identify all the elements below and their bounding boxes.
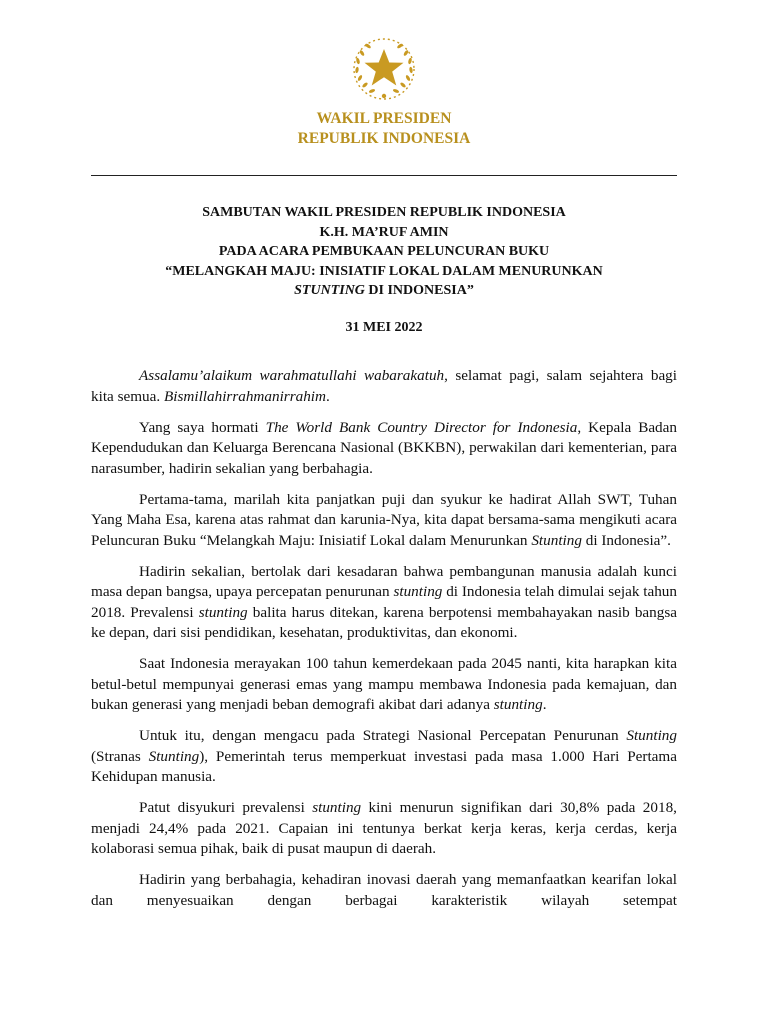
header-divider (91, 175, 677, 176)
text-span: Hadirin yang berbahagia, kehadiran inovasi daerah yang memanfaatkan kearifan lokal dan menyesuaikan dengan berbagai karakteristik wilayah setempat (91, 871, 677, 909)
paragraph-golden-generation (91, 654, 677, 716)
emblem-graphic (349, 34, 419, 104)
heading-line-1: SAMBUTAN WAKIL PRESIDEN REPUBLIK INDONESIA (202, 205, 566, 220)
speech-date: 31 MEI 2022 (345, 320, 423, 335)
heading-line-4: “MELANGKAH MAJU: INISIATIF LOKAL DALAM MENURUNKAN (165, 263, 603, 279)
stunting-italic: stunting (393, 583, 443, 600)
star-wreath-emblem-icon (349, 34, 419, 104)
paragraph-national-strategy (91, 726, 677, 788)
text-span: . (326, 387, 330, 405)
heading-line-5-rest: DI INDONESIA” (364, 283, 474, 298)
stunting-italic: stunting (198, 603, 248, 621)
world-bank-italic: The World Bank Country Director for Indonesia (265, 418, 578, 436)
stunting-italic: Stunting (626, 727, 677, 744)
text-span: Hadirin sekalian, bertolak dari kesadaran bahwa pembangunan manusia adalah kunci masa depan bangsa, upaya percepatan penurunan (91, 562, 677, 600)
office-title-line2: REPUBLIK INDONESIA (297, 130, 471, 147)
greeting-italic: Assalamu’alaikum warahmatullahi wabarakatuh (139, 367, 445, 384)
paragraph-human-development (91, 562, 677, 644)
paragraph-gratitude (91, 490, 677, 552)
text-span: di Indonesia telah dimulai sejak tahun 2018. Prevalensi (91, 583, 677, 621)
text-span: , selamat pagi, salam sejahtera bagi kita semua. (91, 367, 677, 405)
stunting-italic: stunting (493, 696, 543, 713)
text-span: Pertama-tama, marilah kita panjatkan puji dan syukur ke hadirat Allah SWT, Tuhan Yang Maha Esa, karena atas rahmat dan karunia-Nya, kita dapat bersama-sama mengikuti acara Peluncuran Buku “Melangkah Maju: Inisiatif Lokal dalam Menurunkan (91, 490, 677, 549)
text-span: Yang saya hormati (139, 418, 266, 436)
heading-line-2: K.H. MA’RUF AMIN (319, 224, 449, 240)
office-title-line1: WAKIL PRESIDEN (316, 110, 452, 127)
text-span: di Indonesia”. (581, 531, 671, 549)
text-span: balita harus ditekan, karena berpotensi membahayakan nasib bangsa ke depan, dari sisi pendidikan, kesehatan, produktivitas, dan ekonomi. (91, 603, 677, 641)
stunting-italic: Stunting (148, 747, 200, 765)
text-span: . (542, 696, 547, 713)
text-span: kini menurun signifikan dari 30,8% pada 2018, menjadi 24,4% pada 2021. Capaian ini tentunya berkat kerja keras, kerja cerdas, kerja kolaborasi semua pihak, baik di pusat maupun di daerah. (91, 799, 677, 857)
bismillah-italic: Bismillahirrahmanirrahim (163, 387, 326, 405)
speech-heading (60, 203, 708, 301)
text-span: ), Pemerintah terus memperkuat investasi pada masa 1.000 Hari Pertama Kehidupan manusia. (91, 747, 677, 785)
heading-stunting-italic: STUNTING (294, 283, 365, 298)
text-span: (Stranas (91, 747, 149, 765)
stunting-italic: stunting (312, 799, 362, 816)
speech-body (91, 366, 677, 911)
text-span: Patut disyukuri prevalensi (139, 799, 313, 816)
text-span: , Kepala Badan Kependudukan dan Keluarga Berencana Nasional (BKKBN), perwakilan dari kementerian, para narasumber, hadirin sekalian yang berbahagia. (91, 418, 677, 477)
paragraph-prevalence (91, 798, 677, 860)
heading-line-5 (60, 281, 708, 301)
heading-line-3: PADA ACARA PEMBUKAAN PELUNCURAN BUKU (218, 244, 550, 259)
letterhead-office (0, 109, 768, 149)
paragraph-greeting (91, 366, 677, 407)
paragraph-local-innovation (91, 870, 677, 911)
text-span: Saat Indonesia merayakan 100 tahun kemerdekaan pada 2045 nanti, kita harapkan kita betul-betul mempunyai generasi emas yang mampu membawa Indonesia pada kemajuan, dan bukan generasi yang menjadi beban demografi akibat dari adanya (91, 655, 677, 713)
stunting-italic: Stunting (531, 531, 582, 549)
text-span: Untuk itu, dengan mengacu pada Strategi Nasional Percepatan Penurunan (139, 727, 627, 744)
paragraph-salutation (91, 418, 677, 480)
